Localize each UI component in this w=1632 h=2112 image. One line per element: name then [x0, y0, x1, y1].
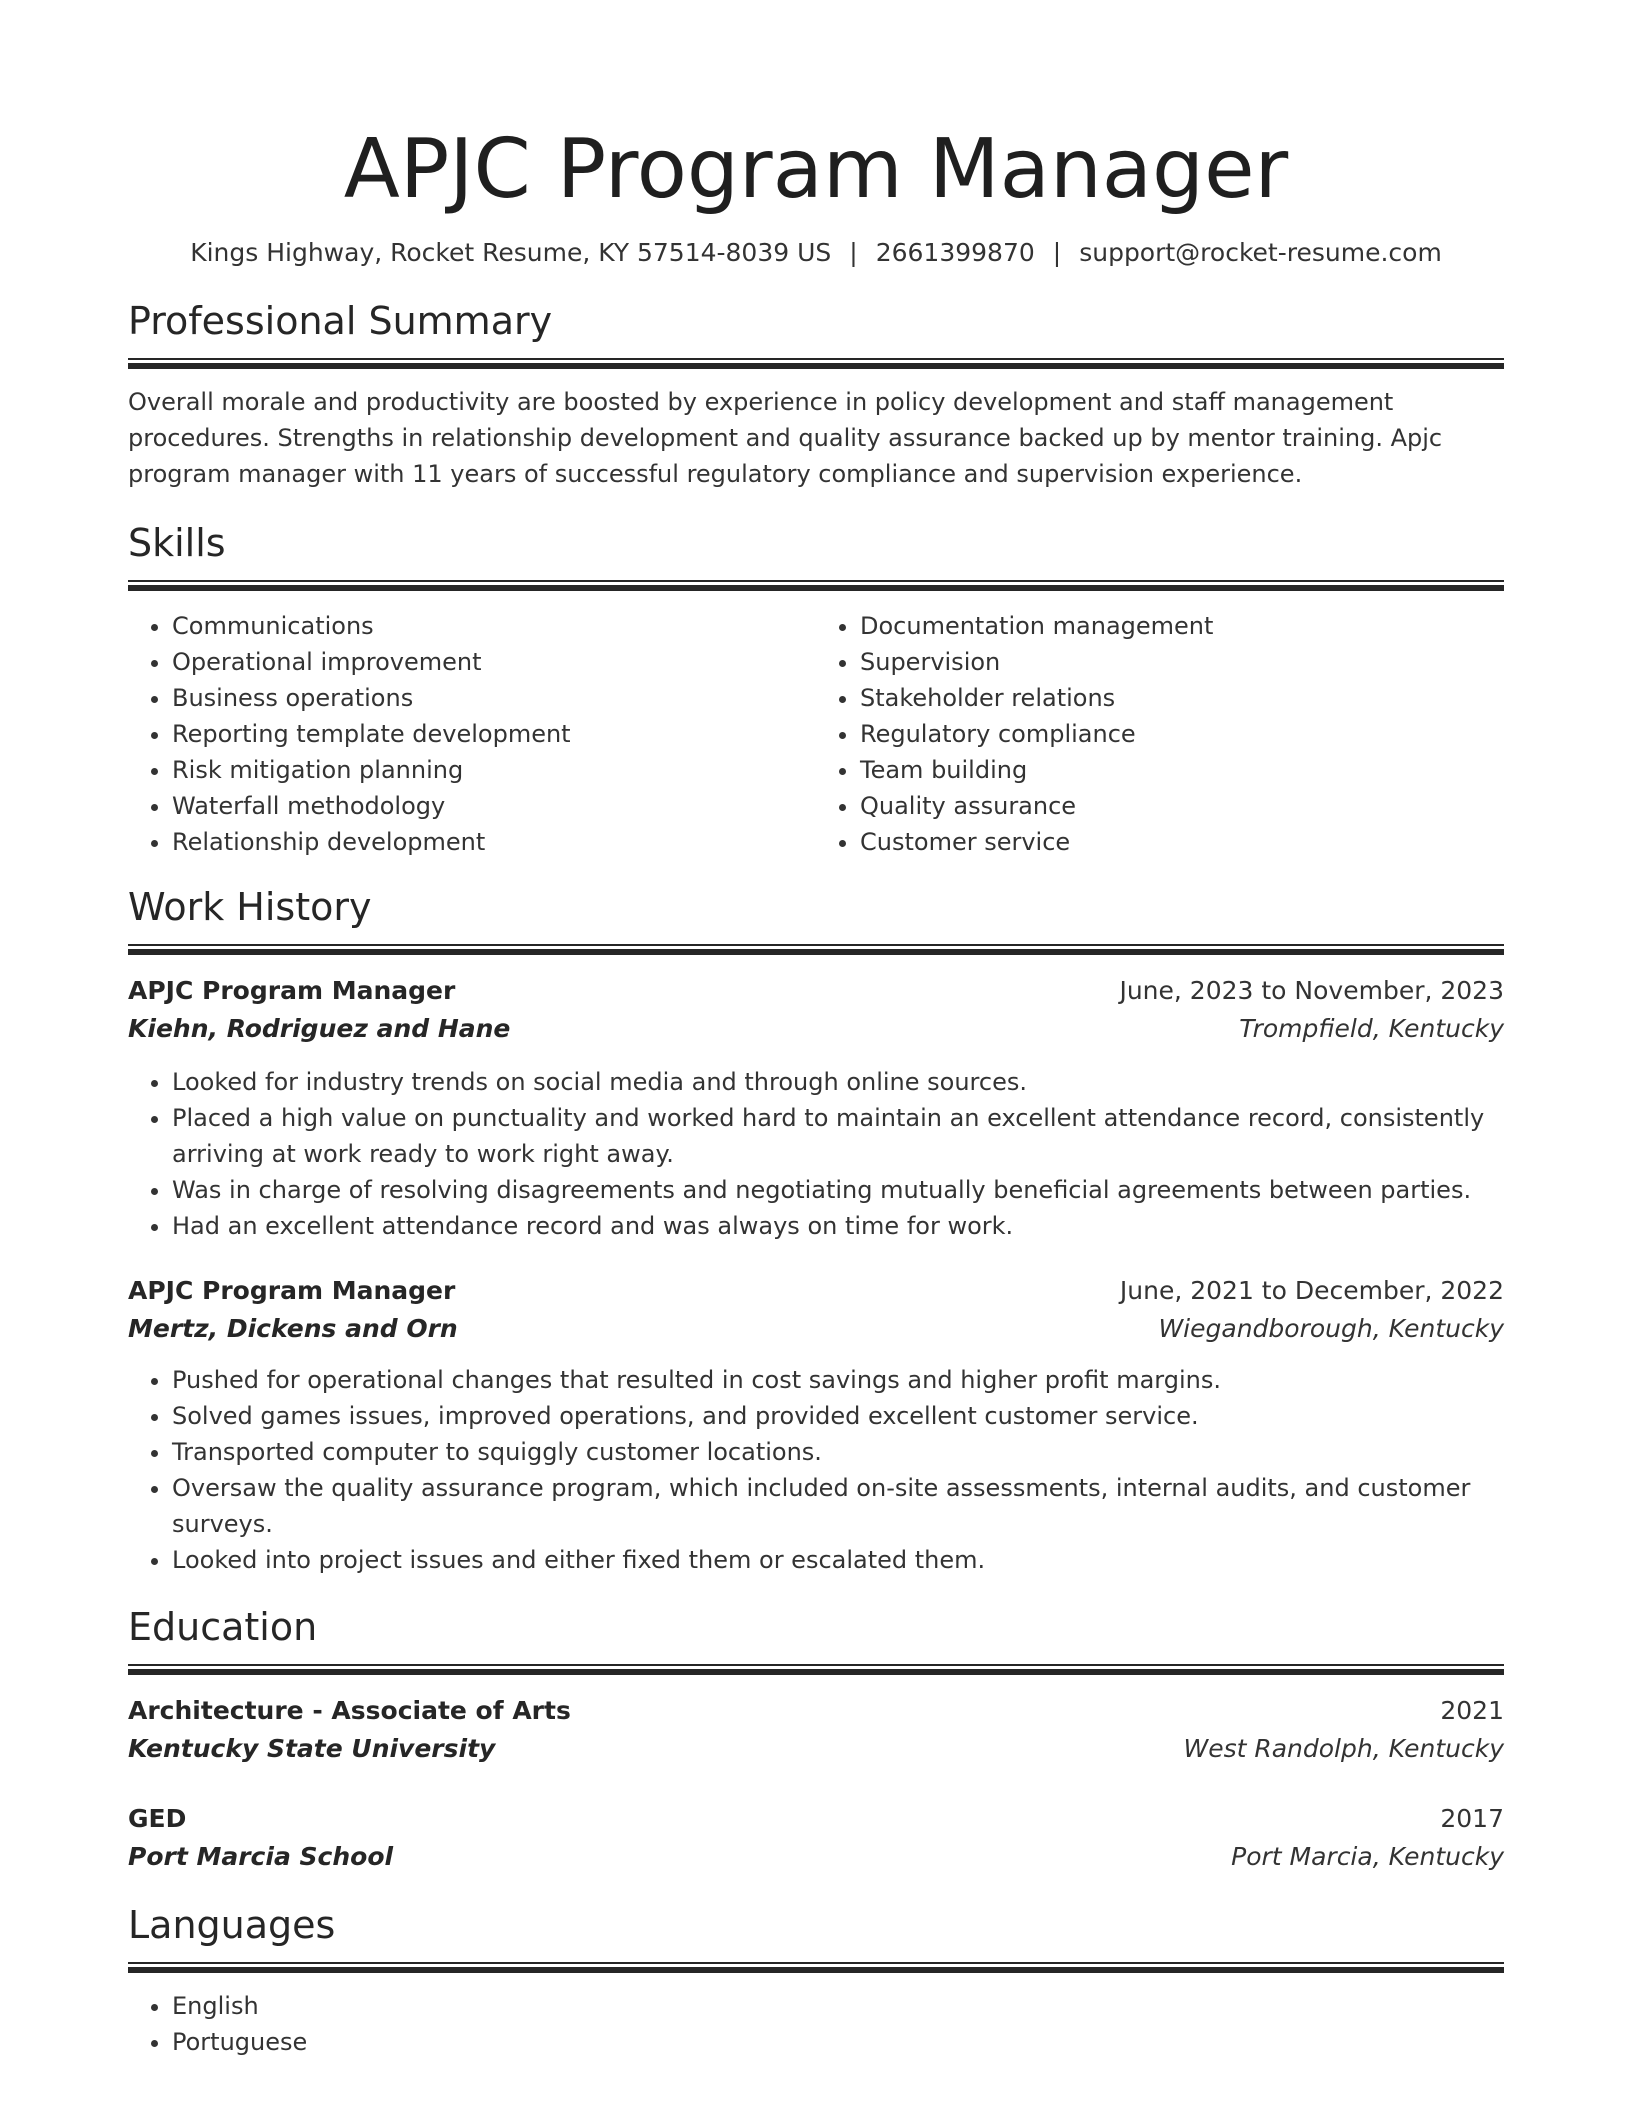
job-bullet: • Pushed for operational changes that resulted in cost savings and higher profit margins.: [172, 1362, 1504, 1398]
skill-item: • Quality assurance: [860, 788, 1504, 824]
job-entry: [128, 1272, 1504, 1578]
job-title: APJC Program Manager: [128, 976, 456, 1005]
skill-item: • Stakeholder relations: [860, 680, 1504, 716]
job-bullet: • Placed a high value on punctuality and worked hard to maintain an excellent attendance record, consistently arriving at work ready to work right away.: [172, 1100, 1504, 1172]
section-divider: [128, 358, 1504, 370]
job-bullets: [128, 1064, 1504, 1244]
section-divider: [128, 580, 1504, 592]
job-bullet: • Was in charge of resolving disagreements and negotiating mutually beneficial agreements between parties.: [172, 1172, 1504, 1208]
education-year: 2021: [1440, 1696, 1504, 1725]
language-item: • English: [172, 1988, 1504, 2024]
job-bullet: • Transported computer to squiggly customer locations.: [172, 1434, 1504, 1470]
education-degree: Architecture - Associate of Arts: [128, 1696, 571, 1725]
job-bullet: • Had an excellent attendance record and was always on time for work.: [172, 1208, 1504, 1244]
skill-item: • Risk mitigation planning: [172, 752, 816, 788]
education-subheader: [128, 1730, 1504, 1768]
education-location: West Randolph, Kentucky: [1183, 1734, 1504, 1763]
job-bullet: • Looked for industry trends on social media and through online sources.: [172, 1064, 1504, 1100]
skill-item: • Operational improvement: [172, 644, 816, 680]
education-location: Port Marcia, Kentucky: [1231, 1842, 1504, 1871]
job-location: Trompfield, Kentucky: [1239, 1014, 1504, 1043]
skill-item: • Supervision: [860, 644, 1504, 680]
summary-text: Overall morale and productivity are boosted by experience in policy development and staff management procedures. Strengths in relationship development and quality assurance backed up by mentor training. Apjc program manager with 11 years of successful regulatory compliance and supervision experience.: [128, 388, 1443, 488]
education-school: Port Marcia School: [128, 1842, 394, 1871]
section-title-skills: Skills: [128, 521, 226, 565]
section-title-education: Education: [128, 1605, 318, 1649]
language-list: [128, 1988, 1504, 2060]
skill-item: • Relationship development: [172, 824, 816, 860]
skills-column-right: [816, 608, 1504, 860]
education-year: 2017: [1440, 1804, 1504, 1833]
contact-address: Kings Highway, Rocket Resume, KY 57514-8039 US: [190, 238, 832, 267]
education-school: Kentucky State University: [128, 1734, 496, 1763]
skill-item: • Waterfall methodology: [172, 788, 816, 824]
contact-email: support@rocket-resume.com: [1079, 238, 1442, 267]
skills-columns: [128, 608, 1504, 860]
job-company: Mertz, Dickens and Orn: [128, 1314, 458, 1343]
skills-section: [128, 520, 1504, 860]
education-entry: [128, 1800, 1504, 1876]
job-bullet: • Looked into project issues and either fixed them or escalated them.: [172, 1542, 1504, 1578]
job-header: [128, 1272, 1504, 1310]
resume-name: APJC Program Manager: [343, 122, 1289, 217]
job-dates: June, 2023 to November, 2023: [1119, 976, 1504, 1005]
education-degree: GED: [128, 1804, 187, 1833]
education-subheader: [128, 1838, 1504, 1876]
job-bullets: [128, 1362, 1504, 1578]
education-header: [128, 1800, 1504, 1838]
skill-item: • Customer service: [860, 824, 1504, 860]
skill-item: • Communications: [172, 608, 816, 644]
skill-item: • Regulatory compliance: [860, 716, 1504, 752]
section-title-summary: Professional Summary: [128, 299, 553, 343]
contact-separator: |: [1052, 238, 1062, 267]
section-title-languages: Languages: [128, 1903, 336, 1947]
job-header: [128, 972, 1504, 1010]
job-bullet: • Solved games issues, improved operations, and provided excellent customer service.: [172, 1398, 1504, 1434]
section-divider: [128, 1664, 1504, 1676]
summary-section: [128, 298, 1504, 492]
section-divider: [128, 1962, 1504, 1974]
education-entry: [128, 1692, 1504, 1768]
job-entry: [128, 972, 1504, 1244]
contact-phone: 2661399870: [875, 238, 1035, 267]
job-subheader: [128, 1010, 1504, 1048]
contact-line: [128, 236, 1504, 270]
contact-separator: |: [849, 238, 858, 267]
job-company: Kiehn, Rodriguez and Hane: [128, 1014, 511, 1043]
education-section: [128, 1604, 1504, 1876]
skill-item: • Business operations: [172, 680, 816, 716]
job-location: Wiegandborough, Kentucky: [1158, 1314, 1504, 1343]
section-divider: [128, 944, 1504, 956]
skill-item: • Documentation management: [860, 608, 1504, 644]
languages-section: [128, 1902, 1504, 2060]
skills-column-left: [128, 608, 816, 860]
section-title-work: Work History: [128, 885, 372, 929]
job-bullet: • Oversaw the quality assurance program, which included on-site assessments, internal audits, and customer surveys.: [172, 1470, 1504, 1542]
resume-page: [128, 0, 1504, 2060]
work-section: [128, 884, 1504, 1578]
job-subheader: [128, 1310, 1504, 1348]
job-dates: June, 2021 to December, 2022: [1119, 1276, 1504, 1305]
language-item: • Portuguese: [172, 2024, 1504, 2060]
job-title: APJC Program Manager: [128, 1276, 456, 1305]
education-header: [128, 1692, 1504, 1730]
skill-item: • Reporting template development: [172, 716, 816, 752]
skill-item: • Team building: [860, 752, 1504, 788]
